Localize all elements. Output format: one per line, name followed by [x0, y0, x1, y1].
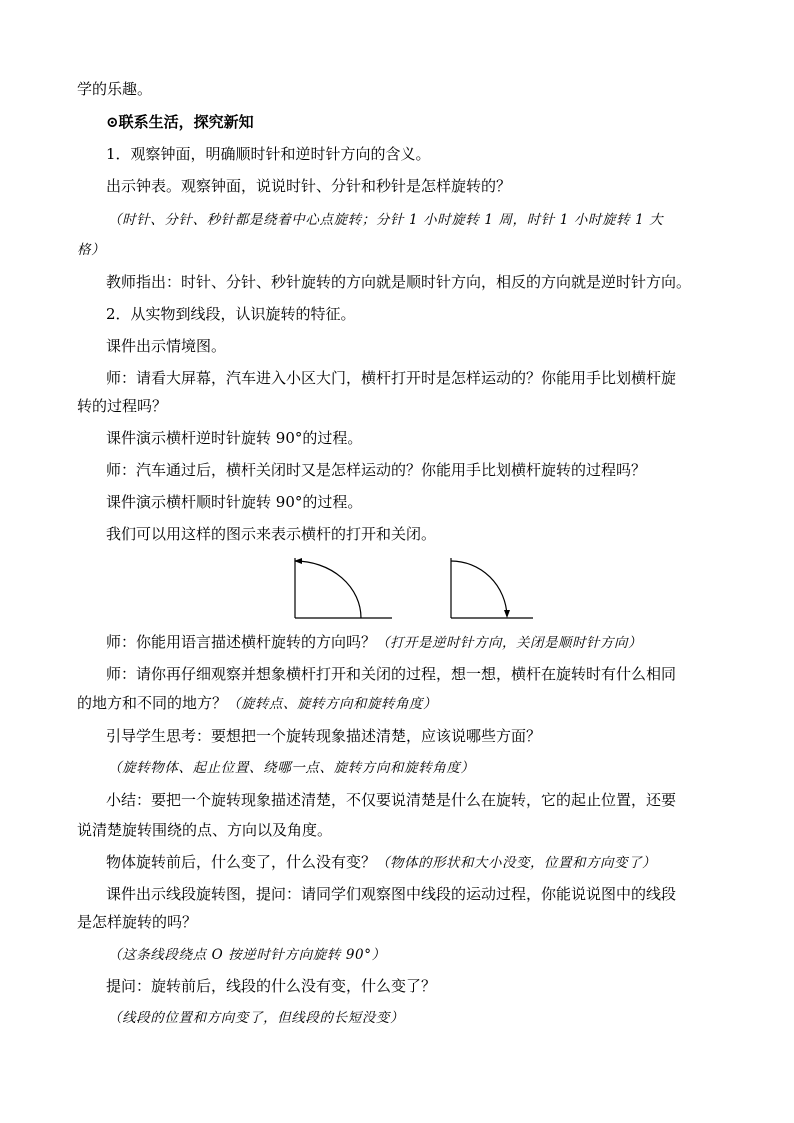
text-line: 教师指出：时针、分针、秒针旋转的方向就是顺时针方向，相反的方向就是逆时针方向。 — [106, 273, 692, 291]
text-line — [106, 633, 642, 652]
text-line: 提问：旋转前后，线段的什么没有变，什么变了？ — [106, 977, 437, 995]
question-text: 的地方和不同的地方？ — [77, 694, 228, 712]
answer-note: （旋转点、旋转方向和旋转角度） — [227, 696, 438, 712]
answer-note: （物体的形状和大小没变，位置和方向变了） — [376, 855, 657, 871]
text-line: 引导学生思考：要想把一个旋转现象描述清楚，应该说哪些方面？ — [106, 727, 542, 745]
text-line: 小结：要把一个旋转现象描述清楚，不仅要说清楚是什么在旋转，它的起止位置，还要 — [106, 791, 677, 809]
section-heading: ⊙联系生活，探究新知 — [106, 113, 254, 131]
text-line — [77, 694, 437, 713]
text-line: 2．从实物到线段，认识旋转的特征。 — [106, 305, 356, 323]
answer-note: （旋转物体、起止位置、绕哪一点、旋转方向和旋转角度） — [108, 760, 475, 776]
answer-note: （时针、分针、秒针都是绕着中心点旋转；分针 1 小时旋转 1 周，时针 1 小时旋转 1 大 — [108, 212, 664, 228]
answer-note: （这条线段绕点 O 按逆时针方向旋转 90°） — [108, 947, 386, 963]
text-line: 课件出示线段旋转图，提问：请同学们观察图中线段的运动过程，你能说说图中的线段 — [106, 885, 677, 903]
text-line: 师：汽车通过后，横杆关闭时又是怎样运动的？你能用手比划横杆旋转的过程吗？ — [106, 461, 647, 479]
question-text: 师：你能用语言描述横杆旋转的方向吗？ — [106, 633, 377, 651]
rotation-arc — [451, 561, 507, 616]
answer-note: （打开是逆时针方向，关闭是顺时针方向） — [376, 635, 643, 651]
text-line: 师：请看大屏幕，汽车进入小区大门，横杆打开时是怎样运动的？你能用手比划横杆旋 — [106, 369, 677, 387]
text-line: 出示钟表。观察钟面，说说时针、分针和秒针是怎样旋转的？ — [106, 177, 512, 195]
text-line: 课件演示横杆逆时针旋转 90°的过程。 — [106, 429, 363, 447]
arrow-head-icon — [504, 610, 510, 618]
barrier-open-diagram — [290, 548, 400, 624]
answer-note: 格） — [77, 242, 106, 258]
rotation-arc — [295, 561, 361, 618]
text-line: 课件出示情境图。 — [106, 337, 227, 355]
text-line: 转的过程吗？ — [77, 397, 168, 415]
text-line: 师：请你再仔细观察并想象横杆打开和关闭的过程，想一想，横杆在旋转时有什么相同 — [106, 665, 677, 683]
question-text: 物体旋转前后，什么变了，什么没有变？ — [106, 853, 377, 871]
text-line: 学的乐趣。 — [77, 80, 153, 98]
answer-note: （线段的位置和方向变了，但线段的长短没变） — [108, 1010, 405, 1026]
text-line: 是怎样旋转的吗？ — [77, 913, 198, 931]
text-line: 说清楚旋转围绕的点、方向以及角度。 — [77, 821, 333, 839]
text-line: 课件演示横杆顺时针旋转 90°的过程。 — [106, 493, 363, 511]
text-line: 1．观察钟面，明确顺时针和逆时针方向的含义。 — [106, 145, 431, 163]
barrier-close-diagram — [447, 548, 542, 624]
text-line: 我们可以用这样的图示来表示横杆的打开和关闭。 — [106, 525, 437, 543]
text-line — [106, 853, 656, 872]
